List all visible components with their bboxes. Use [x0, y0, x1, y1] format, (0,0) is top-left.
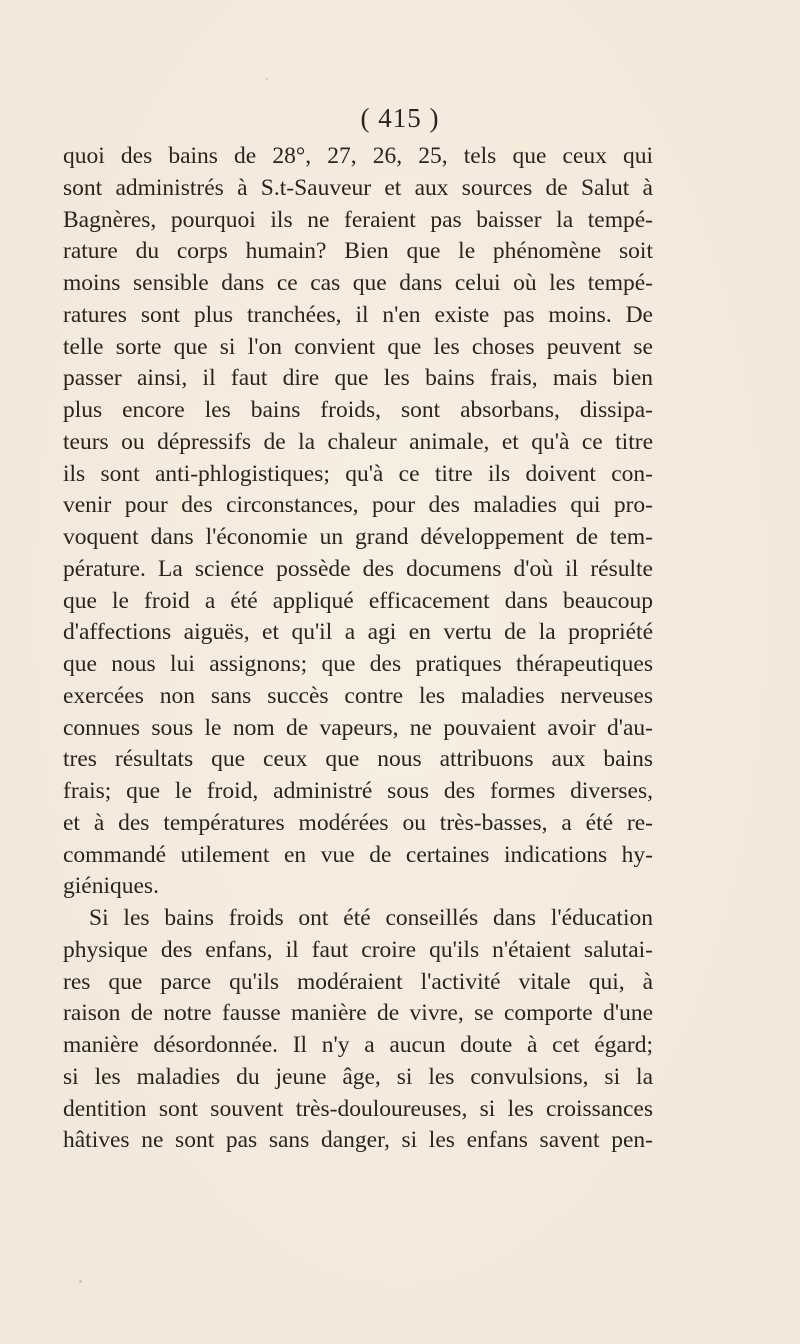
paragraph-first-line: Si les bains froids ont été conseillés dans l'éducation	[89, 905, 653, 931]
text-line: teurs ou dépressifs de la chaleur animale, et qu'à ce titre	[63, 428, 653, 455]
page-number: ( 415 )	[360, 103, 440, 133]
text-line: sont administrés à S.t-Sauveur et aux sources de Salut à	[63, 174, 653, 201]
text-line: manière désordonnée. Il n'y a aucun doute à cet égard;	[63, 1032, 653, 1058]
text-line: moins sensible dans ce cas que dans celui où les tempé-	[63, 270, 653, 296]
text-line: physique des enfans, il faut croire qu'ils n'étaient salutai-	[63, 936, 653, 963]
text-line: hâtives ne sont pas sans danger, si les enfans savent pen-	[63, 1127, 653, 1154]
paper-speck	[266, 78, 268, 80]
text-line: exercées non sans succès contre les maladies nerveuses	[63, 682, 653, 709]
text-line: ils sont anti-phlogistiques; qu'à ce titre ils doivent con-	[63, 460, 653, 487]
text-line: Bagnères, pourquoi ils ne feraient pas baisser la tempé-	[63, 206, 653, 233]
text-line: tres résultats que ceux que nous attribuons aux bains	[63, 746, 653, 773]
text-line: telle sorte que si l'on convient que les choses peuvent se	[63, 333, 653, 360]
text-line: venir pour des circonstances, pour des maladies qui pro-	[63, 492, 653, 519]
text-line: pérature. La science possède des documens d'où il résulte	[63, 555, 653, 582]
text-line: si les maladies du jeune âge, si les convulsions, si la	[63, 1063, 653, 1090]
text-line: voquent dans l'économie un grand développement de tem-	[63, 524, 653, 550]
text-line: passer ainsi, il faut dire que les bains frais, mais bien	[63, 365, 653, 392]
text-line: que nous lui assignons; que des pratiques thérapeutiques	[63, 651, 653, 677]
text-line: commandé utilement en vue de certaines indications hy-	[63, 841, 653, 868]
text-line: ratures sont plus tranchées, il n'en existe pas moins. De	[63, 301, 653, 328]
body-text	[63, 141, 653, 1157]
text-line: connues sous le nom de vapeurs, ne pouvaient avoir d'au-	[63, 714, 653, 741]
text-line: giéniques.	[63, 873, 159, 900]
text-line: que le froid a été appliqué efficacement dans beaucoup	[63, 587, 653, 614]
paper-speck	[79, 1280, 82, 1283]
text-line: et à des températures modérées ou très-basses, a été re-	[63, 809, 653, 836]
text-line: rature du corps humain? Bien que le phénomène soit	[63, 238, 653, 265]
text-line: dentition sont souvent très-douloureuses, si les croissances	[63, 1095, 653, 1122]
text-line: raison de notre fausse manière de vivre, se comporte d'une	[63, 1000, 653, 1027]
text-line: d'affections aiguës, et qu'il a agi en vertu de la propriété	[63, 619, 653, 646]
text-line: quoi des bains de 28°, 27, 26, 25, tels que ceux qui	[63, 143, 653, 169]
text-line: plus encore les bains froids, sont absorbans, dissipa-	[63, 397, 653, 423]
text-line: res que parce qu'ils modéraient l'activité vitale qui, à	[63, 968, 653, 995]
text-line: frais; que le froid, administré sous des formes diverses,	[63, 778, 653, 804]
